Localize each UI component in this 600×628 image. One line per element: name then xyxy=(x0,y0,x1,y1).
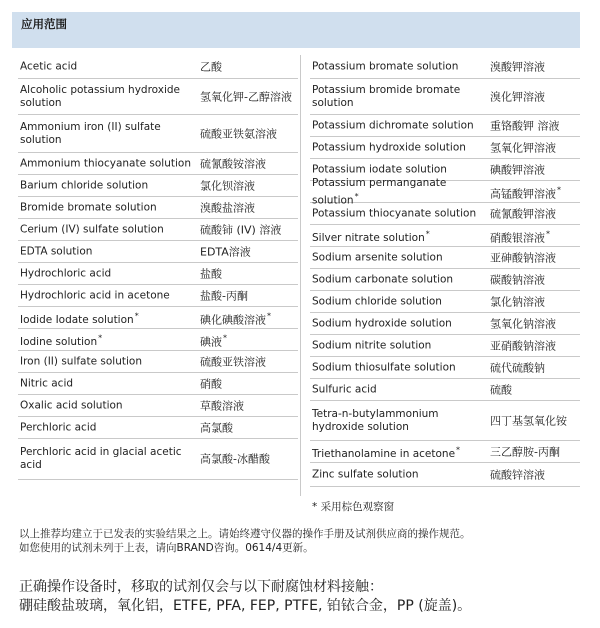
reagent-name-en-text: Perchloric acid in glacial acetic acid xyxy=(20,446,182,471)
reagent-name-zh-text: 草酸溶液 xyxy=(200,399,244,412)
reagent-name-en-text: Potassium iodate solution xyxy=(312,163,447,175)
reagent-name-zh-text: 亚硝酸钠溶液 xyxy=(490,339,556,352)
reagent-row xyxy=(310,225,580,247)
reagent-name-zh-text: 乙酸 xyxy=(200,60,222,73)
reagent-name-zh xyxy=(490,251,580,264)
reagent-name-zh-text: 硝酸银溶液 xyxy=(490,230,545,244)
brown-window-marker: * xyxy=(267,311,271,321)
reagent-name-en-text: Oxalic acid solution xyxy=(20,399,123,411)
reagent-name-zh xyxy=(490,90,580,103)
reagent-row xyxy=(18,395,298,417)
reagent-row xyxy=(310,291,580,313)
reagent-name-zh-text: 高锰酸钾溶液 xyxy=(490,186,556,200)
column-divider xyxy=(300,55,301,496)
reagent-name-zh xyxy=(200,289,298,302)
reagent-name-en-text: Ammonium iron (II) sulfate solution xyxy=(20,120,161,146)
recommendation-note xyxy=(19,527,589,555)
reagent-row xyxy=(310,269,580,291)
reagent-name-en-text: Sodium nitrite solution xyxy=(312,339,432,351)
reagent-name-zh-text: 碘化碘酸溶液 xyxy=(200,312,266,326)
footnote: * 采用棕色观察窗 xyxy=(312,501,395,513)
reagent-name-en xyxy=(20,309,196,327)
reagent-row xyxy=(18,79,298,115)
reagent-name-en-text: Acetic acid xyxy=(20,60,78,72)
reagent-name-zh xyxy=(490,227,580,244)
reagent-table-right xyxy=(310,55,580,487)
reagent-name-zh-text: 碘液 xyxy=(200,334,222,348)
reagent-name-zh xyxy=(490,141,580,154)
reagent-row xyxy=(310,441,580,463)
reagent-name-zh xyxy=(490,414,580,427)
note-line: 以上推荐均建立于已发表的实验结果之上。请始终遵守仪器的操作手册及试剂供应商的操作规范。 xyxy=(19,528,471,540)
reagent-name-en-text: Ammonium thiocyanate solution xyxy=(20,157,191,169)
reagent-name-en-text: Sodium chloride solution xyxy=(312,295,442,307)
reagent-name-en xyxy=(312,468,484,481)
reagent-name-zh xyxy=(490,207,580,220)
reagent-name-zh-text: 硫酸铈 (IV) 溶液 xyxy=(200,223,282,236)
reagent-name-en xyxy=(312,317,484,330)
reagent-name-en-text: Barium chloride solution xyxy=(20,179,149,191)
reagent-name-zh-text: 硫酸 xyxy=(490,383,512,396)
reagent-name-en xyxy=(20,355,196,368)
brown-window-marker: * xyxy=(456,444,461,454)
reagent-name-zh-text: 溴酸钾溶液 xyxy=(490,60,545,73)
reagent-name-zh-text: 硫代硫酸钠 xyxy=(490,361,545,374)
reagent-name-zh-text: 氯化钠溶液 xyxy=(490,295,545,308)
reagent-row xyxy=(310,313,580,335)
reagent-name-en-text: Bromide bromate solution xyxy=(20,201,157,213)
reagent-row xyxy=(310,357,580,379)
reagent-name-en-text: Potassium hydroxide solution xyxy=(312,141,466,153)
reagent-name-zh xyxy=(490,119,580,132)
reagent-name-en-text: Silver nitrate solution xyxy=(312,231,425,244)
reagent-name-en-text: Tetra-n-butylammonium hydroxide solution xyxy=(312,407,439,433)
brown-window-marker: * xyxy=(354,191,359,201)
reagent-name-zh-text: EDTA溶液 xyxy=(200,245,251,258)
reagent-row xyxy=(310,463,580,487)
section-title: 应用范围 xyxy=(21,17,67,31)
reagent-name-en-text: Potassium permanganate solution xyxy=(312,176,447,206)
reagent-table-left xyxy=(18,55,298,480)
material-contact-statement xyxy=(19,578,594,616)
reagent-name-en xyxy=(20,179,196,192)
reagent-name-zh xyxy=(200,421,298,434)
brown-window-marker: * xyxy=(425,228,430,238)
reagent-row xyxy=(310,55,580,79)
reagent-name-en xyxy=(312,207,484,220)
reagent-row xyxy=(18,417,298,439)
reagent-name-zh-text: 四丁基氢氧化铵 xyxy=(490,414,567,427)
reagent-name-en xyxy=(312,141,484,154)
reagent-row xyxy=(18,115,298,153)
reagent-name-en-text: Iron (II) sulfate solution xyxy=(20,355,142,367)
reagent-name-en-text: Zinc sulfate solution xyxy=(312,468,419,480)
reagent-name-zh xyxy=(200,127,298,140)
reagent-name-en xyxy=(20,60,196,73)
reagent-name-en xyxy=(312,383,484,396)
reagent-name-zh-text: 重铬酸钾 溶液 xyxy=(490,119,560,132)
reagent-name-zh xyxy=(200,245,298,258)
reagent-name-zh xyxy=(200,309,298,326)
reagent-name-en xyxy=(312,408,484,434)
reagent-name-en xyxy=(312,163,484,176)
reagent-name-en-text: Potassium thiocyanate solution xyxy=(312,207,477,219)
statement-line: 硼硅酸盐玻璃，氧化铝，ETFE, PFA, FEP, PTFE, 铂铱合金，PP (旋盖)。 xyxy=(19,598,472,614)
reagent-name-en-text: Hydrochloric acid in acetone xyxy=(20,289,170,301)
reagent-name-en xyxy=(20,121,196,147)
reagent-name-zh-text: 硫酸亚铁氨溶液 xyxy=(200,127,277,140)
reagent-row xyxy=(310,79,580,115)
reagent-name-en-text: Nitric acid xyxy=(20,377,74,389)
reagent-name-zh-text: 亚砷酸钠溶液 xyxy=(490,251,556,264)
reagent-name-en-text: Sodium arsenite solution xyxy=(312,251,443,263)
reagent-name-en xyxy=(312,227,484,245)
reagent-name-zh xyxy=(200,90,298,103)
reagent-name-zh xyxy=(200,453,298,466)
reagent-name-zh-text: 氢氧化钾溶液 xyxy=(490,141,556,154)
reagent-name-en xyxy=(312,295,484,308)
reagent-name-en xyxy=(20,84,196,110)
reagent-name-en xyxy=(20,201,196,214)
reagent-name-zh-text: 盐酸-丙酮 xyxy=(200,289,248,302)
reagent-name-en xyxy=(20,267,196,280)
reagent-name-en-text: Potassium dichromate solution xyxy=(312,119,474,131)
reagent-name-en-text: Sodium thiosulfate solution xyxy=(312,361,456,373)
reagent-name-en xyxy=(20,377,196,390)
reagent-name-en xyxy=(20,446,196,472)
reagent-row xyxy=(18,55,298,79)
reagent-name-en xyxy=(312,84,484,110)
brown-window-marker: * xyxy=(134,310,139,320)
reagent-row xyxy=(18,153,298,175)
reagent-row xyxy=(310,137,580,159)
brown-window-marker: * xyxy=(98,332,103,342)
reagent-name-en-text: Iodine solution xyxy=(20,335,98,348)
reagent-name-zh-text: 氯化钡溶液 xyxy=(200,179,255,192)
reagent-name-zh xyxy=(490,383,580,396)
reagent-name-zh xyxy=(490,445,580,458)
reagent-name-en xyxy=(312,251,484,264)
reagent-name-zh-text: 硫酸锌溶液 xyxy=(490,468,545,481)
reagent-name-zh xyxy=(490,468,580,481)
reagent-name-zh-text: 高氯酸-冰醋酸 xyxy=(200,452,270,466)
reagent-name-en xyxy=(20,289,196,302)
reagent-row xyxy=(18,241,298,263)
reagent-name-zh-text: 硫氰酸铵溶液 xyxy=(200,157,266,170)
reagent-name-zh xyxy=(490,60,580,73)
reagent-name-zh-text: 碳酸钠溶液 xyxy=(490,273,545,286)
reagent-row xyxy=(18,351,298,373)
reagent-name-en xyxy=(312,119,484,132)
reagent-name-zh xyxy=(200,399,298,412)
brown-window-marker: * xyxy=(546,229,550,239)
reagent-row xyxy=(18,373,298,395)
reagent-row xyxy=(310,379,580,401)
reagent-row xyxy=(18,219,298,241)
reagent-name-zh xyxy=(200,355,298,368)
brown-window-marker: * xyxy=(557,185,561,195)
note-line: 如您使用的试剂未列于上表，请向BRAND咨询。0614/4更新。 xyxy=(19,542,314,554)
reagent-name-en-text: Alcoholic potassium hydroxide solution xyxy=(20,83,181,109)
reagent-name-en xyxy=(20,157,196,170)
reagent-row xyxy=(18,285,298,307)
reagent-name-zh-text: 氢氧化钠溶液 xyxy=(490,317,556,330)
reagent-name-zh xyxy=(200,267,298,280)
reagent-row xyxy=(18,175,298,197)
reagent-name-en xyxy=(20,331,196,349)
reagent-name-zh xyxy=(490,317,580,330)
reagent-name-en xyxy=(312,361,484,374)
header-bar xyxy=(12,12,580,48)
reagent-name-en-text: Perchloric acid xyxy=(20,421,97,433)
reagent-name-en xyxy=(312,443,484,461)
reagent-name-en xyxy=(20,245,196,258)
reagent-name-en-text: Potassium bromate solution xyxy=(312,60,459,72)
reagent-name-zh xyxy=(200,60,298,73)
reagent-name-zh xyxy=(200,331,298,348)
reagent-name-zh xyxy=(490,361,580,374)
statement-line: 正确操作设备时，移取的试剂仅会与以下耐腐蚀材料接触： xyxy=(19,579,383,595)
reagent-name-zh xyxy=(490,295,580,308)
reagent-name-en-text: Sulfuric acid xyxy=(312,383,377,395)
reagent-name-en-text: Sodium hydroxide solution xyxy=(312,317,452,329)
reagent-name-zh-text: 硝酸 xyxy=(200,377,222,390)
reagent-name-zh-text: 氢氧化钾-乙醇溶液 xyxy=(200,90,292,103)
reagent-name-zh xyxy=(200,179,298,192)
brown-window-marker: * xyxy=(223,333,227,343)
reagent-name-en xyxy=(20,421,196,434)
reagent-name-zh xyxy=(200,377,298,390)
reagent-name-zh-text: 硫氰酸钾溶液 xyxy=(490,207,556,220)
reagent-name-en xyxy=(312,273,484,286)
reagent-row xyxy=(310,247,580,269)
reagent-name-zh-text: 碘酸钾溶液 xyxy=(490,163,545,176)
reagent-row xyxy=(310,115,580,137)
reagent-row xyxy=(310,335,580,357)
reagent-name-en xyxy=(312,60,484,73)
reagent-name-en xyxy=(312,339,484,352)
reagent-name-en-text: Cerium (IV) sulfate solution xyxy=(20,223,164,235)
reagent-name-en-text: EDTA solution xyxy=(20,245,93,257)
reagent-name-zh-text: 盐酸 xyxy=(200,267,222,280)
reagent-name-zh xyxy=(490,183,580,200)
reagent-row xyxy=(310,203,580,225)
reagent-name-zh xyxy=(490,273,580,286)
reagent-name-en-text: Hydrochloric acid xyxy=(20,267,112,279)
reagent-name-zh xyxy=(200,157,298,170)
reagent-name-zh xyxy=(200,201,298,214)
reagent-name-zh xyxy=(490,163,580,176)
reagent-name-en-text: Triethanolamine in acetone xyxy=(312,447,456,460)
reagent-row xyxy=(18,307,298,329)
reagent-name-zh-text: 溴化钾溶液 xyxy=(490,90,545,103)
reagent-row xyxy=(18,439,298,480)
reagent-name-zh-text: 硫酸亚铁溶液 xyxy=(200,355,266,368)
reagent-name-en-text: Potassium bromide bromate solution xyxy=(312,83,461,109)
reagent-row xyxy=(18,329,298,351)
reagent-row xyxy=(18,197,298,219)
reagent-name-zh-text: 溴酸盐溶液 xyxy=(200,201,255,214)
reagent-name-zh xyxy=(490,339,580,352)
reagent-name-en-text: Sodium carbonate solution xyxy=(312,273,454,285)
reagent-name-en xyxy=(20,399,196,412)
reagent-row xyxy=(310,401,580,441)
reagent-row xyxy=(310,176,580,206)
reagent-name-zh xyxy=(200,223,298,236)
reagent-name-en xyxy=(20,223,196,236)
reagent-row xyxy=(18,263,298,285)
reagent-name-en-text: Iodide Iodate solution xyxy=(20,313,134,326)
reagent-name-zh-text: 高氯酸 xyxy=(200,421,233,434)
reagent-name-zh-text: 三乙醇胺-丙酮 xyxy=(490,445,560,458)
